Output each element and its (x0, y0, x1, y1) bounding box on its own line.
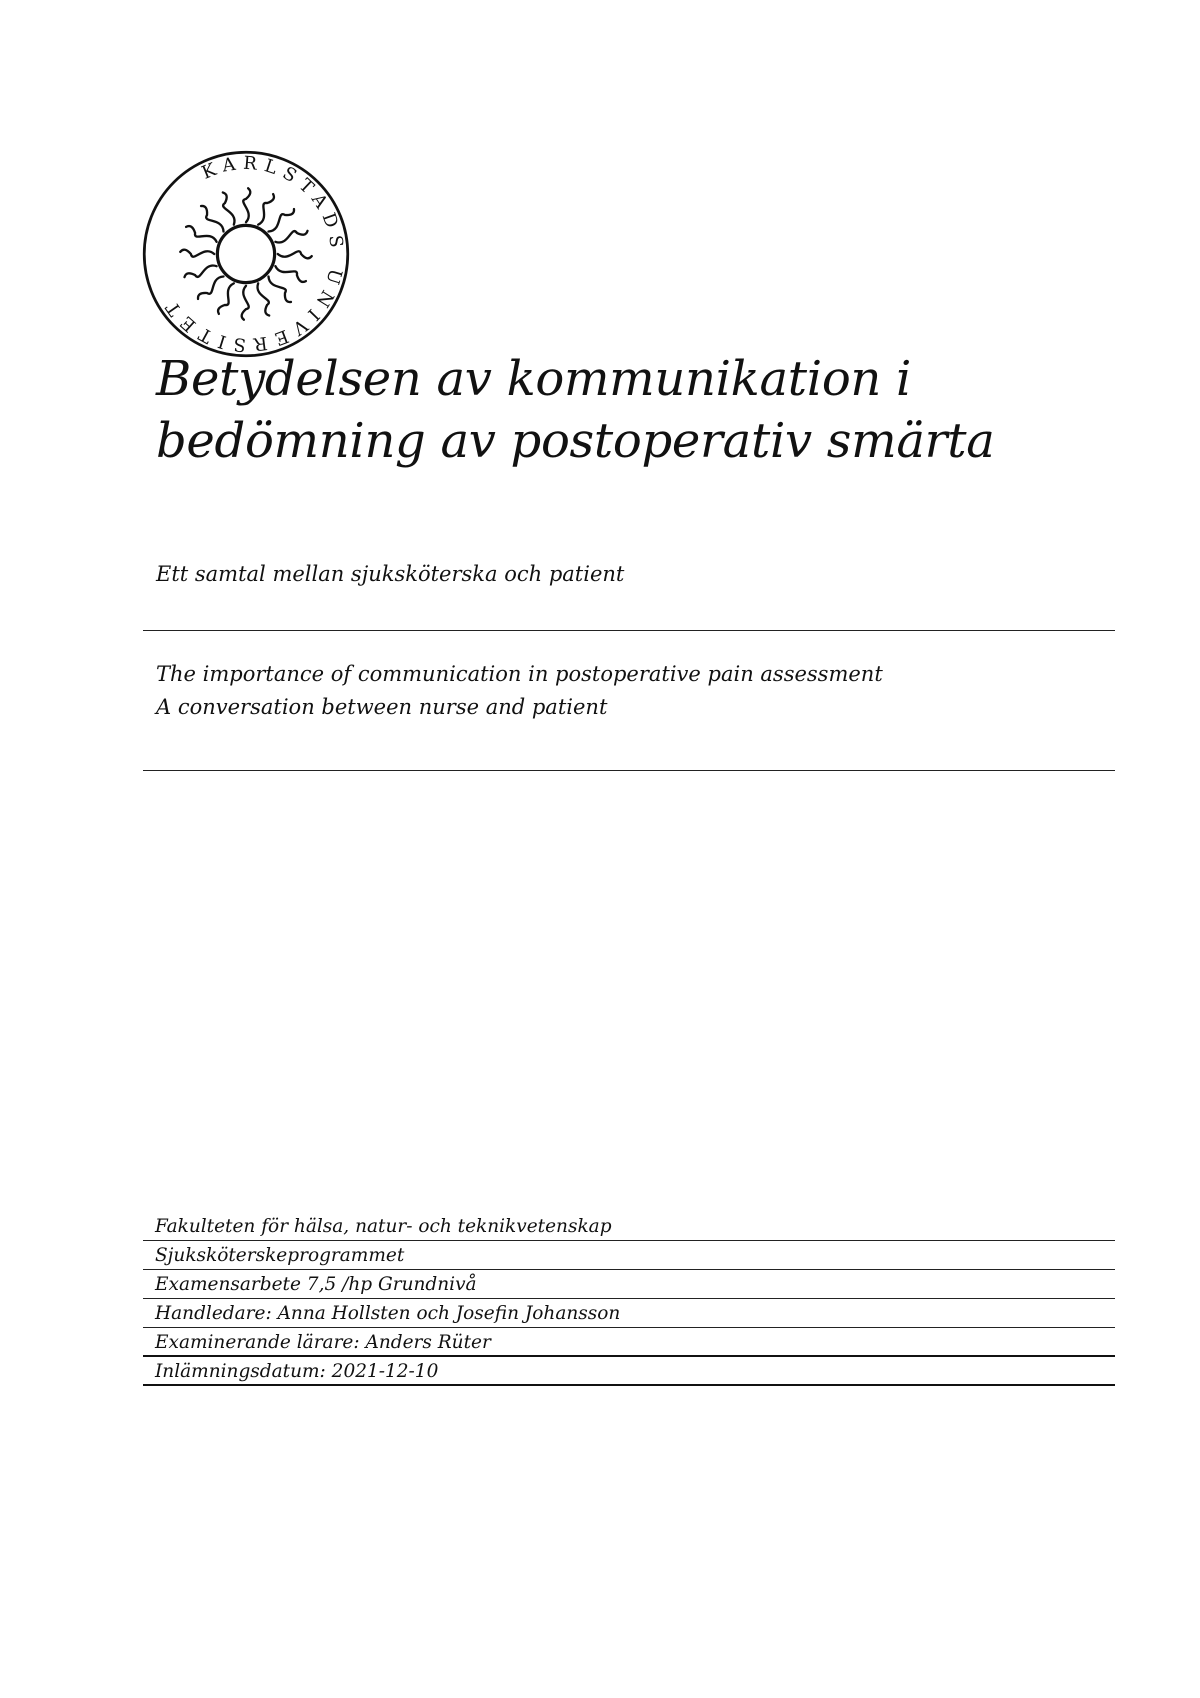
title-line-2: bedömning av postoperativ smärta (156, 413, 995, 469)
thesis-title (156, 348, 1096, 472)
sun-ray (258, 194, 274, 225)
info-row-examiner: Examinerande lärare: Anders Rüter (143, 1328, 1115, 1357)
sun-ray (268, 276, 290, 302)
sun-ray (198, 276, 224, 298)
sun-ray (275, 266, 306, 282)
divider-top (143, 630, 1115, 631)
sun-ray (223, 192, 235, 224)
info-row-faculty: Fakulteten för hälsa, natur- och teknikvetenskap (143, 1212, 1115, 1241)
english-title: The importance of communication in postoperative pain assessment (156, 662, 883, 686)
sun-ray (186, 226, 217, 242)
title-line-1: Betydelsen av kommunikation i (156, 351, 912, 407)
info-row-course: Examensarbete 7,5 /hp Grundnivå (143, 1270, 1115, 1299)
english-title-block (156, 658, 883, 724)
divider-bottom (143, 770, 1115, 771)
english-subtitle: A conversation between nurse and patient (156, 695, 608, 719)
thesis-info-table (143, 1212, 1115, 1386)
sun-ray (184, 265, 216, 277)
info-row-supervisors: Handledare: Anna Hollsten och Josefin Johansson (143, 1299, 1115, 1328)
info-row-submission-date: Inlämningsdatum: 2021-12-10 (143, 1357, 1115, 1386)
info-row-programme: Sjuksköterskeprogrammet (143, 1241, 1115, 1270)
sun-ray (268, 209, 294, 231)
sun-ray (201, 206, 223, 232)
sun-ray (278, 251, 312, 258)
sun-ray (242, 286, 249, 320)
thesis-subtitle: Ett samtal mellan sjuksköterska och patient (156, 562, 625, 586)
sun-ray (180, 250, 214, 257)
seal-text: KARLSTADS UNIVERSITET (158, 152, 348, 356)
university-seal-logo (140, 148, 352, 360)
sun-ray (243, 188, 250, 222)
sun-ray (218, 283, 234, 314)
sun-ray (257, 283, 269, 315)
sun-ray (275, 231, 307, 243)
